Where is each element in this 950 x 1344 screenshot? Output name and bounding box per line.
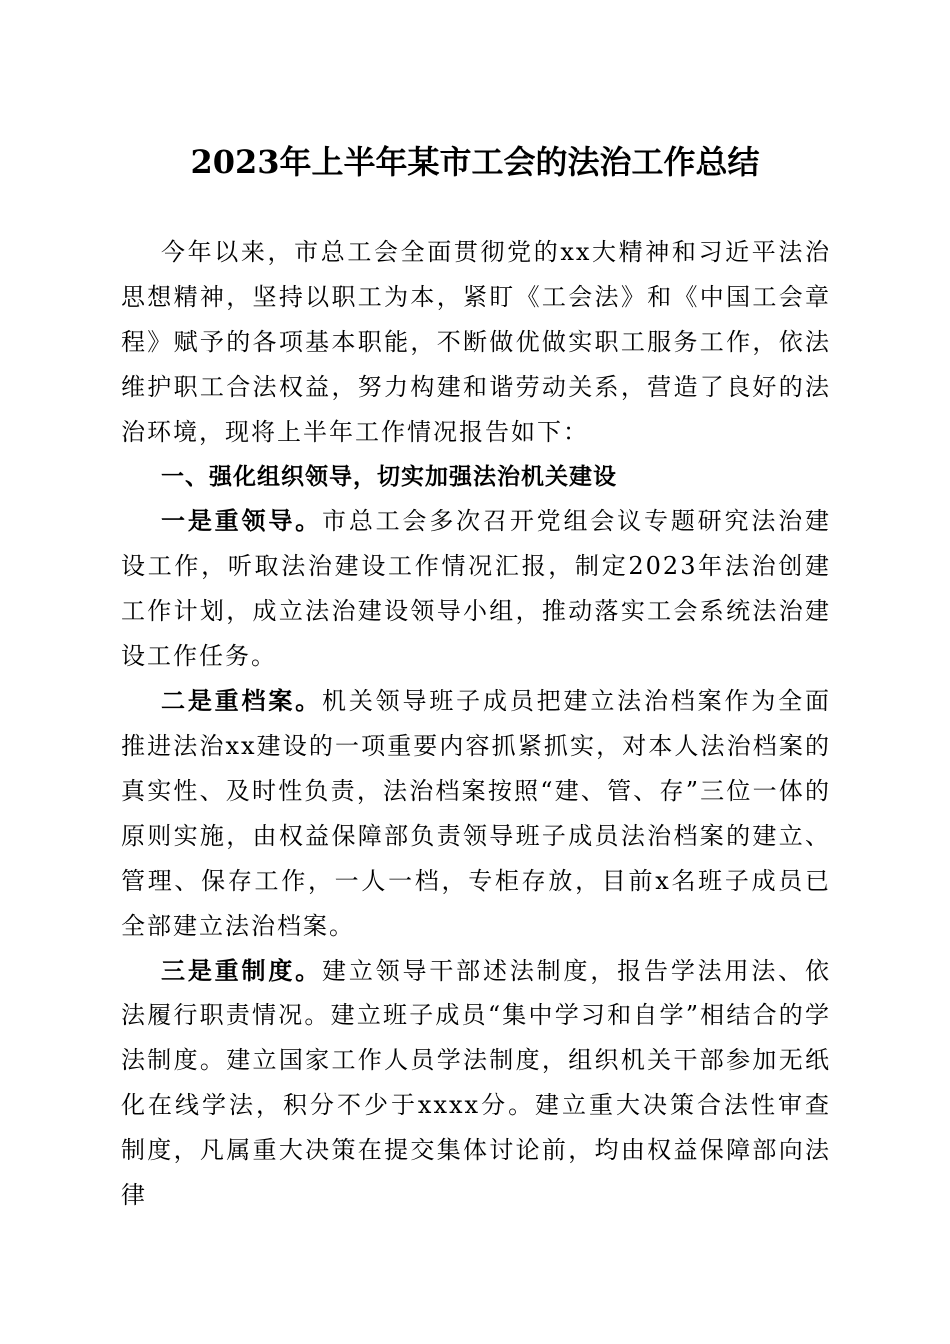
item-lead-leadership: 一是重领导。 bbox=[161, 506, 322, 536]
item-lead-systems: 三是重制度。 bbox=[161, 955, 322, 985]
item-text-leadership: 市总工会多次召开党组会议专题研究法治建设工作，听取法治建设工作情况汇报，制定2023年法治创建工作计划，成立法治建设领导小组，推动落实工会系统法治建设工作任务。 bbox=[121, 507, 831, 671]
item-text-archives: 机关领导班子成员把建立法治档案作为全面推进法治xx建设的一项重要内容抓紧抓实，对本人法治档案的真实性、及时性负责，法治档案按照“建、管、存”三位一体的原则实施，由权益保障部负责领导班子成员法治档案的建立、管理、保存工作，一人一档，专柜存放，目前x名班子成员已全部建立法治档案。 bbox=[121, 687, 831, 940]
item-paragraph-systems bbox=[121, 949, 831, 1218]
item-text-systems: 建立领导干部述法制度，报告学法用法、依法履行职责情况。建立班子成员“集中学习和自学”相结合的学法制度。建立国家工作人员学法制度，组织机关干部参加无纸化在线学法，积分不少于xxxx分。建立重大决策合法性审查制度，凡属重大决策在提交集体讨论前，均由权益保障部向法律 bbox=[121, 956, 831, 1210]
section-heading: 一、强化组织领导，切实加强法治机关建设 bbox=[161, 463, 617, 490]
document-body bbox=[121, 230, 831, 1218]
document-title: 2023年上半年某市工会的法治工作总结 bbox=[190, 143, 760, 181]
item-lead-archives: 二是重档案。 bbox=[161, 686, 322, 716]
item-paragraph-leadership bbox=[121, 499, 831, 679]
intro-paragraph: 今年以来，市总工会全面贯彻党的xx大精神和习近平法治思想精神，坚持以职工为本，紧盯《工会法》和《中国工会章程》赋予的各项基本职能，不断做优做实职工服务工作，依法维护职工合法权益，努力构建和谐劳动关系，营造了良好的法治环境，现将上半年工作情况报告如下： bbox=[121, 238, 831, 446]
item-paragraph-archives bbox=[121, 679, 831, 948]
